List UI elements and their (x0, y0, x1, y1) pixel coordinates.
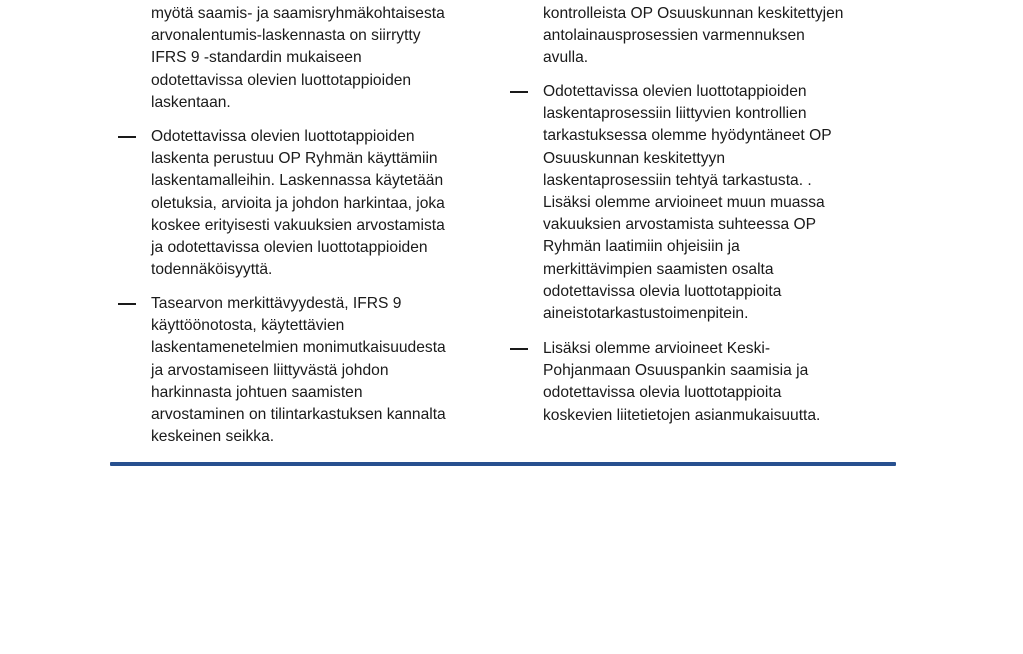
text-line: odotettavissa olevia luottotappioita (543, 282, 782, 300)
text-line: Tasearvon merkittävyydestä, IFRS 9 (151, 295, 402, 312)
text-line: arvonalentumis-laskennasta on siirrytty (151, 27, 421, 45)
dash-bullet-icon (118, 303, 136, 305)
section-divider (110, 462, 896, 466)
text-line: laskenta perustuu OP Ryhmän käyttämiin (151, 150, 438, 168)
text-line: odotettavissa olevia luottotappioita (543, 384, 782, 402)
text-line: laskentaan. (151, 93, 231, 111)
text-line: harkinnasta johtuen saamisten (151, 383, 363, 401)
text-line: Pohjanmaan Osuuspankin saamisia ja (543, 362, 809, 380)
text-line: Ryhmän laatimiin ohjeisiin ja (543, 238, 740, 256)
text-line: laskentaprosessiin liittyvien kontrollien (543, 105, 807, 123)
left-continuation-paragraph (118, 3, 445, 114)
text-line: käyttöönotosta, käytettävien (151, 317, 345, 335)
text-line: merkittävimpien saamisten osalta (543, 260, 774, 278)
text-line: koskevien liitetietojen asianmukaisuutta. (543, 406, 821, 424)
text-line: antolainausprosessien varmennuksen (543, 27, 805, 45)
text-line: avulla. (543, 49, 589, 67)
right-continuation-paragraph (510, 3, 843, 70)
text-line: Lisäksi olemme arvioineet Keski- (543, 340, 771, 357)
text-line: Odotettavissa olevien luottotappioiden (151, 128, 415, 145)
text-line: tarkastuksessa olemme hyödyntäneet OP (543, 127, 832, 145)
text-line: laskentamenetelmien monimutkaisuudesta (151, 339, 446, 357)
text-line: laskentamalleihin. Laskennassa käytetään (151, 172, 444, 190)
text-line: odotettavissa olevien luottotappioiden (151, 71, 412, 89)
text-line: laskentaprosessiin tehtyä tarkastusta. . (543, 171, 812, 189)
text-line: todennäköisyyttä. (151, 261, 273, 279)
dash-bullet-icon (510, 91, 528, 93)
text-line: Odotettavissa olevien luottotappioiden (543, 83, 807, 100)
text-line: Lisäksi olemme arvioineet muun muassa (543, 194, 825, 212)
right-bullet-item-3 (510, 338, 820, 427)
text-line: ja odotettavissa olevien luottotappioiden (151, 239, 428, 257)
text-line: IFRS 9 -standardin mukaiseen (151, 49, 362, 67)
text-line: vakuuksien arvostamista suhteessa OP (543, 216, 817, 234)
text-line: myötä saamis- ja saamisryhmäkohtaisesta (151, 5, 445, 22)
right-bullet-item-2 (510, 81, 832, 325)
text-line: Osuuskunnan keskitettyyn (543, 149, 726, 167)
left-bullet-item-3 (118, 293, 446, 448)
dash-bullet-icon (118, 136, 136, 138)
text-line: aineistotarkastustoimenpitein. (543, 305, 749, 323)
text-line: kontrolleista OP Osuuskunnan keskitettyjen (543, 5, 844, 22)
dash-bullet-icon (510, 348, 528, 350)
left-bullet-item-2 (118, 126, 445, 281)
text-line: arvostaminen on tilintarkastuksen kannalta (151, 406, 446, 424)
text-line: ja arvostamiseen liittyvästä johdon (151, 361, 389, 379)
text-line: koskee erityisesti vakuuksien arvostamista (151, 216, 445, 234)
text-line: keskeinen seikka. (151, 428, 275, 446)
text-line: oletuksia, arvioita ja johdon harkintaa, joka (151, 194, 445, 212)
